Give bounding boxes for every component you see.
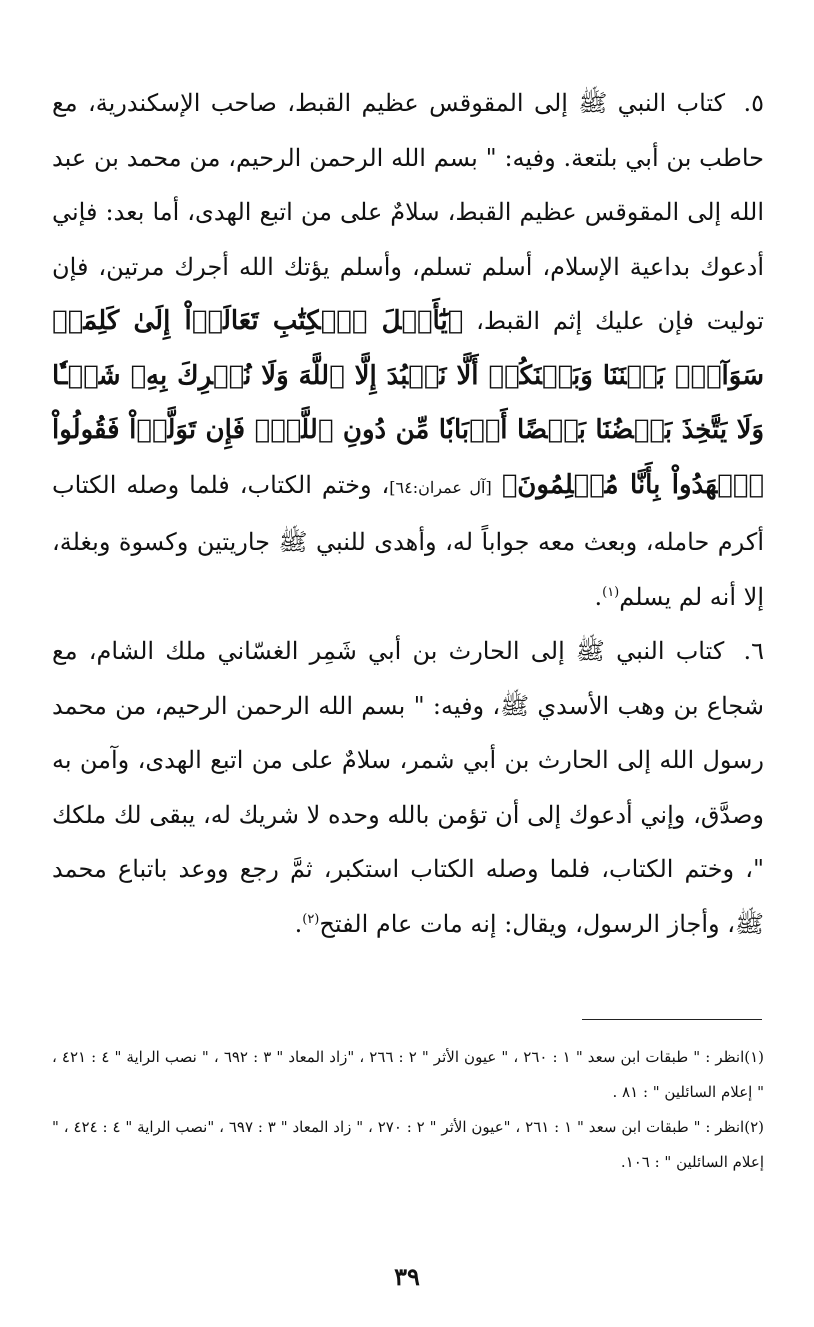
item-text: كتاب النبي ﷺ إلى الحارث بن أبي شَمِر الغسّاني ملك الشام، مع شجاع بن وهب الأسدي ﷺ، وفيه: " بسم الله الرحمن الرحيم، من محمد رسول الله إلى الحارث بن أبي شمر، سلامٌ على من اتبع الهدى، وآمن به وصدَّق، وإني أدعوك إلى أن تؤمن بالله وحده لا شريك له، يبقى لك ملكك "، وختم الكتاب، فلما وصله الكتاب استكبر، ثمَّ رجع ووعد باتباع محمد ﷺ، وأجاز الرسول، ويقال: إنه مات عام الفتح (52, 637, 764, 938)
footnotes (52, 1040, 764, 1180)
item-text: كتاب النبي ﷺ إلى المقوقس عظيم القبط، صاحب الإسكندرية، مع حاطب بن أبي بلتعة. وفيه: " بسم الله الرحمن الرحيم، من محمد بن عبد الله إلى المقوقس عظيم القبط، سلامٌ على من اتبع الهدى، أما بعد: فإني أدعوك بداعية الإسلام، أسلم تسلم، وأسلم يؤتك الله أجرك مرتين، فإن توليت فإن عليك إثم القبط، (52, 89, 764, 335)
footnote: (١)انظر : " طبقات ابن سعد " ١ : ٢٦٠ ، " عيون الأثر " ٢ : ٢٦٦ ، "زاد المعاد " ٣ : ٦٩٢ ، " نصب الراية " ٤ : ٤٢١ ، " إعلام السائلين " : ٨١ . (52, 1048, 765, 1101)
verse-citation: [آل عمران:٦٤] (389, 477, 492, 497)
main-text (52, 76, 764, 951)
footnote-ref[interactable]: (١) (602, 584, 620, 600)
item-text-continued: ، وختم الكتاب، فلما وصله الكتاب أكرم حامله، وبعث معه جواباً له، وأهدى للنبي ﷺ جاريتين وكسوة وبغلة، إلا أنه لم يسلم (52, 470, 764, 611)
item-number: ٦. (743, 637, 764, 665)
footnote-ref[interactable]: (٢) (302, 911, 320, 927)
footnote-separator (582, 1019, 762, 1020)
item-end: . (294, 909, 303, 938)
footnote: (٢)انظر : " طبقات ابن سعد " ١ : ٢٦١ ، "عيون الأثر " ٢ : ٢٧٠ ، " زاد المعاد " ٣ : ٦٩٧ ، "نصب الراية " ٤ : ٤٢٤ ، " إعلام السائلين " : ١٠٦. (52, 1118, 764, 1171)
item-number: ٥. (743, 89, 764, 117)
quran-verse: ﴿يَٰٓأَهۡلَ ٱلۡكِتَٰبِ تَعَالَوۡاْ إِلَىٰ كَلِمَةٖ سَوَآءِۭ بَيۡنَنَا وَبَيۡنَكُمۡ أَلَّا نَعۡبُدَ إِلَّا ٱللَّهَ وَلَا نُشۡرِكَ بِهِۦ شَيۡـٔٗا وَلَا يَتَّخِذَ بَعۡضُنَا بَعۡضًا أَرۡبَابٗا مِّن دُونِ ٱللَّهِۚ فَإِن تَوَلَّوۡاْ فَقُولُواْ ٱشۡهَدُواْ بِأَنَّا مُسۡلِمُونَ﴾ (52, 306, 764, 500)
list-item (52, 624, 764, 951)
item-end: . (594, 582, 603, 611)
list-item (52, 76, 764, 624)
page-number: ٣٩ (394, 1262, 420, 1291)
